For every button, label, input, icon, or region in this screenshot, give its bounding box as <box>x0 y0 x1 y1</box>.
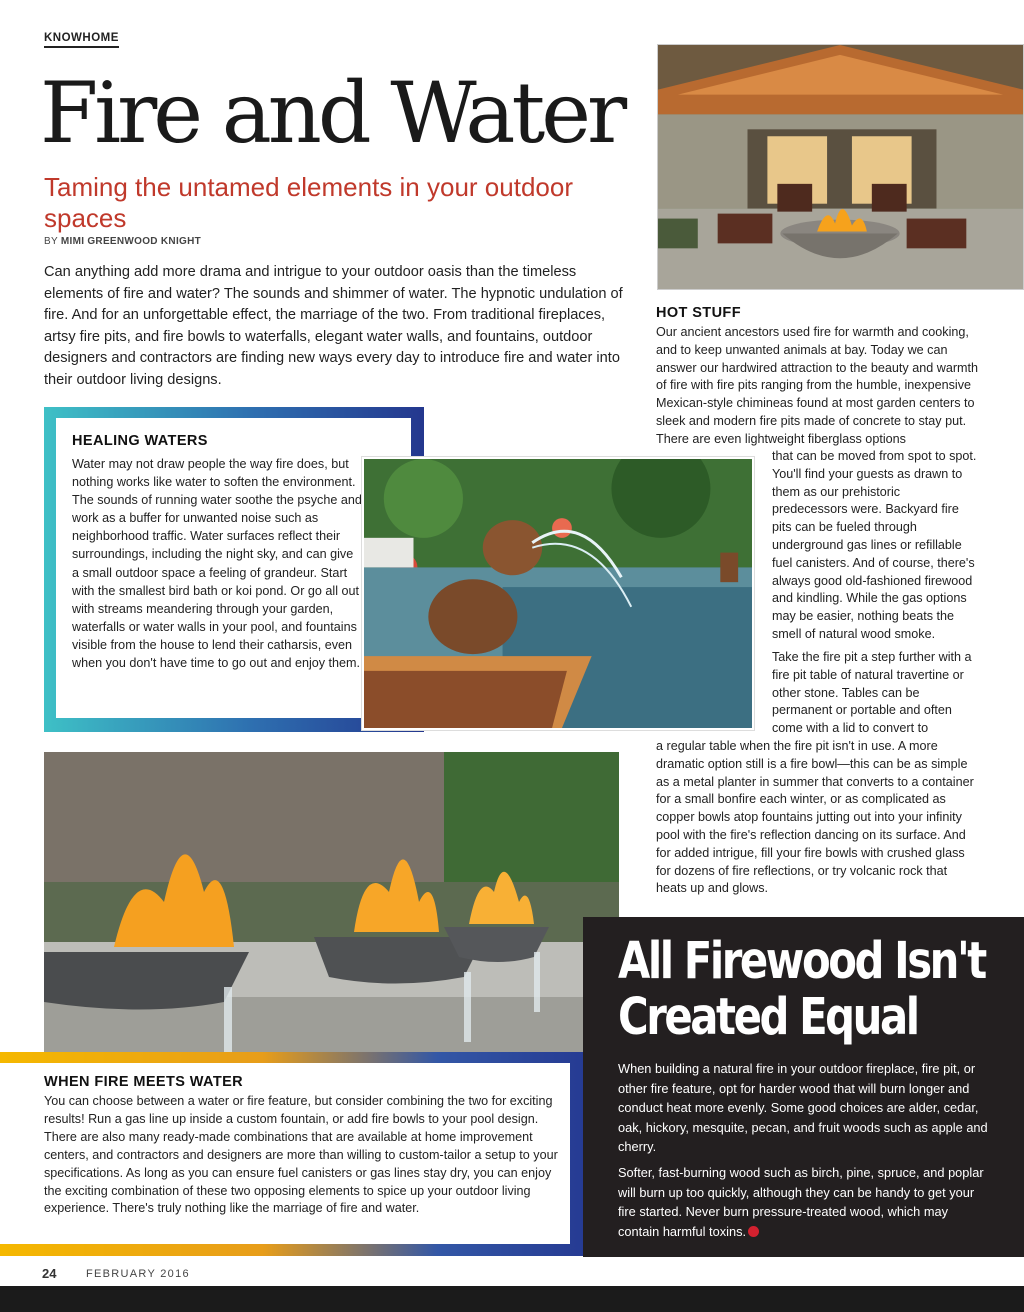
byline-author: MIMI GREENWOOD KNIGHT <box>60 236 202 247</box>
article-subtitle: Taming the untamed elements in your outdoor spaces <box>44 172 573 233</box>
bottom-bar <box>0 1286 1024 1312</box>
fire-meets-water-text: You can choose between a water or fire feature, but consider combining the two for exciting results! Run a gas line up inside a custom fountain, or add fire bowls to your pool design. There are also many ready-made combinations that are available at home improvement centers, and contractors and designers are more than willing to custom-tailor a setup to your specifications. As long as you can ensure fuel canisters or gas lines stay dry, you can enjoy the exciting combination of these two opposing elements to spice up your outdoor living experience. There's truly nothing like the marriage of fire and water. <box>44 1094 558 1216</box>
issue-date: FEBRUARY 2016 <box>86 1268 190 1280</box>
page-number: 24 <box>42 1266 57 1281</box>
sidebar-paragraph-2-text: Softer, fast-burning wood such as birch, pine, spruce, and poplar will burn up too quickly, although they can be handy to get your fire started. Never burn pressure-treated wood, which may contain harmful toxins. <box>618 1165 984 1239</box>
sidebar-paragraph-2 <box>618 1163 988 1241</box>
healing-waters-heading: HEALING WATERS <box>72 433 208 449</box>
intro-paragraph: Can anything add more drama and intrigue to your outdoor oasis than the timeless elements of fire and water? The sounds and shimmer of water. The hypnotic undulation of fire. And for an unforgettable effect, the marriage of the two. From traditional fireplaces, artsy fire pits, and fire bowls to waterfalls, elegant water walls, and fountains, outdoor designers and contractors are finding new ways every day to introduce fire and water into their outdoor living designs. <box>44 264 623 388</box>
byline <box>44 236 201 247</box>
hot-stuff-heading: HOT STUFF <box>656 305 741 321</box>
hot-stuff-paragraph-1-top: Our ancient ancestors used fire for warmth and cooking, and to keep unwanted animals at bay. Today we can answer our hardwired attraction to the beauty and warmth of fire with fire pits ranging from the humble, inexpensive Mexican-style chimineas found at most garden centers to sleek and modern fire pits made of concrete to stay put. There are even lightweight fiberglass options <box>656 325 979 446</box>
hot-stuff-paragraph-2-wide: a regular table when the fire pit isn't in use. A more dramatic option still is a fire bowl—this can be as simple as a metal planter in summer that converts to a container for a small bonfire each winter, or as complicated as copper bowls atop fountains jutting out into your infinity pool with the fire's reflection dancing on its surface. And for added intrigue, fill your fire bowls with crushed glass for dozens of fire reflections, or try volcanic rock that heats up and glows. <box>656 739 974 896</box>
end-mark-icon <box>748 1226 759 1237</box>
sidebar-paragraph-1: When building a natural fire in your outdoor fireplace, fire pit, or other fire feature, opt for harder wood that will burn longer and conduct heat more evenly. Some good choices are alder, cedar, oak, hickory, mesquite, pecan, and fruit woods such as apple and cherry. <box>618 1061 988 1155</box>
sidebar-title <box>618 932 985 1047</box>
section-tag: KNOWHOME <box>44 32 119 48</box>
hot-stuff-paragraph-2-narrow: Take the fire pit a step further with a fire pit table of natural travertine or other stone. Tables can be permanent or portable and often come with a lid to convert to <box>772 650 972 736</box>
sidebar-title-line-1: All Firewood Isn't <box>618 932 985 991</box>
byline-prefix: BY <box>44 236 58 247</box>
elephant-fountain-photo <box>362 457 754 730</box>
hot-stuff-paragraph-1-rest: that can be moved from spot to spot. You'll find your guests as drawn to them as our prehistoric predecessors were. Backyard fire pits can be fueled through underground gas lines or refillable fuel canisters. And of course, there's always good old-fashioned firewood and kindling. While the gas options may be easier, nothing beats the smell of natural wood smoke. <box>772 449 977 641</box>
sidebar-title-line-2: Created Equal <box>618 988 918 1047</box>
article-title: Fire and Water <box>40 64 624 162</box>
fire-bowls-photo <box>44 752 619 1052</box>
fire-meets-water-heading: WHEN FIRE MEETS WATER <box>44 1074 244 1090</box>
patio-photo <box>657 44 1024 290</box>
healing-waters-text: Water may not draw people the way fire does, but nothing works like water to soften the environment. The sounds of running water soothe the psyche and work as a buffer for unwanted noise such as neighborhood traffic. Water surfaces reflect their surroundings, including the night sky, and can give a small outdoor space a feeling of grandeur. Start with the smallest bird bath or koi pond. Or go all out with streams meandering through your garden, waterfalls or water walls in your pool, and fountains visible from the house to lend their catharsis, even when you don't have time to go out and enjoy them. <box>72 457 362 671</box>
